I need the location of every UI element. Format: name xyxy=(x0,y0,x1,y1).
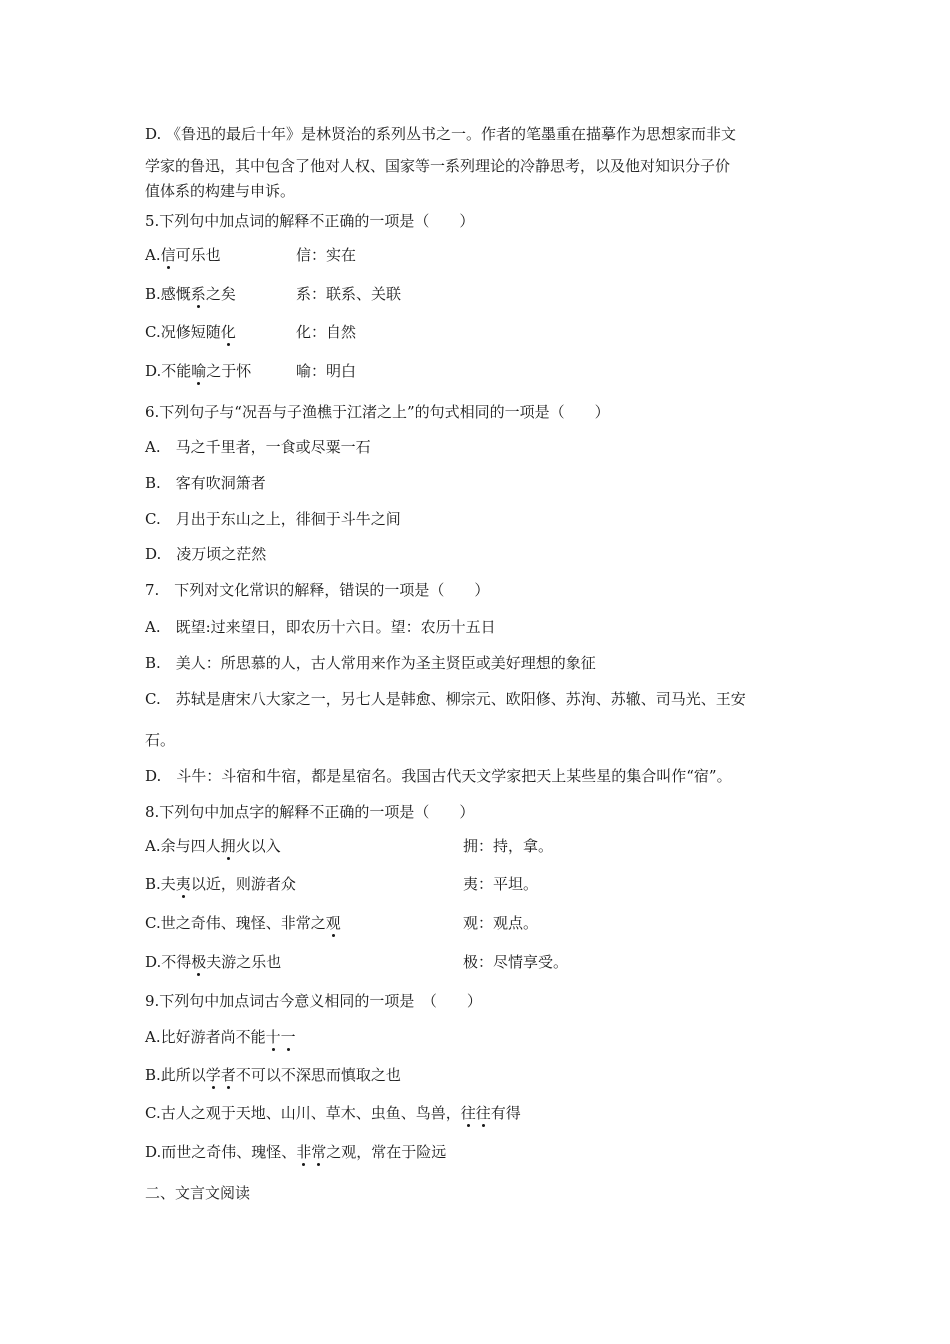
emphasis-dot-char: 学 xyxy=(205,1066,221,1084)
q5-option-b: B.感慨系之矣 xyxy=(145,285,236,303)
q8-stem: 8.下列句中加点字的解释不正确的一项是（ ） xyxy=(145,803,475,821)
q8-option-a-explain: 拥：持，拿。 xyxy=(463,837,554,855)
emphasis-dot-char: 往 xyxy=(460,1104,476,1122)
q8-option-d-explain: 极：尽情享受。 xyxy=(463,953,569,971)
q8-option-a: A.余与四人拥火以入 xyxy=(145,837,281,855)
d-option-line-1: D. 《鲁迅的最后十年》是林贤治的系列丛书之一。作者的笔墨重在描摹作为思想家而非文 xyxy=(145,125,737,143)
emphasis-dot-char: 非 xyxy=(296,1143,312,1161)
emphasis-dot-char: 观 xyxy=(325,914,341,932)
d-option-line-3: 值体系的构建与申诉。 xyxy=(145,182,296,200)
q9-option-b: B.此所以学者不可以不深思而慎取之也 xyxy=(145,1066,401,1084)
q7-option-c-line-1: C. 苏轼是唐宋八大家之一，另七人是韩愈、柳宗元、欧阳修、苏洵、苏辙、司马光、王安 xyxy=(145,690,746,708)
q6-option-a: A. 马之千里者，一食或尽粟一石 xyxy=(145,438,371,456)
emphasis-dot-char: 喻 xyxy=(191,362,207,380)
q6-option-d: D. 凌万顷之茫然 xyxy=(145,545,267,563)
q5-option-c-explain: 化：自然 xyxy=(296,323,357,341)
d-option-line-2: 学家的鲁迅，其中包含了他对人权、国家等一系列理论的冷静思考，以及他对知识分子价 xyxy=(145,157,731,175)
q7-option-b: B. 美人：所思慕的人，古人常用来作为圣主贤臣或美好理想的象征 xyxy=(145,654,596,672)
q8-option-d: D.不得极夫游之乐也 xyxy=(145,953,282,971)
q6-option-b: B. 客有吹洞箫者 xyxy=(145,474,266,492)
q5-option-c: C.况修短随化 xyxy=(145,323,236,341)
emphasis-dot-char: 化 xyxy=(220,323,236,341)
q6-stem: 6.下列句子与“况吾与子渔樵于江渚之上”的句式相同的一项是（ ） xyxy=(145,403,610,421)
emphasis-dot-char: 往 xyxy=(475,1104,491,1122)
emphasis-dot-char: 拥 xyxy=(220,837,236,855)
q8-option-b: B.夫夷以近，则游者众 xyxy=(145,875,296,893)
emphasis-dot-char: 夷 xyxy=(175,875,191,893)
q5-option-d: D.不能喻之于怀 xyxy=(145,362,252,380)
q8-option-c: C.世之奇伟、瑰怪、非常之观 xyxy=(145,914,341,932)
q9-stem: 9.下列句中加点词古今意义相同的一项是 （ ） xyxy=(145,992,482,1010)
emphasis-dot-char: 系 xyxy=(190,285,206,303)
q5-option-d-explain: 喻：明白 xyxy=(296,362,357,380)
q5-stem: 5.下列句中加点词的解释不正确的一项是（ ） xyxy=(145,212,475,230)
emphasis-dot-char: 者 xyxy=(220,1066,236,1084)
emphasis-dot-char: 一 xyxy=(280,1028,296,1046)
emphasis-dot-char: 极 xyxy=(191,953,207,971)
q8-option-b-explain: 夷：平坦。 xyxy=(463,875,539,893)
q9-option-a: A.比好游者尚不能十一 xyxy=(145,1028,296,1046)
q7-stem: 7. 下列对文化常识的解释，错误的一项是（ ） xyxy=(145,581,490,599)
q7-option-a: A. 既望:过来望日，即农历十六日。望：农历十五日 xyxy=(145,618,496,636)
q5-option-a-explain: 信：实在 xyxy=(296,246,357,264)
q9-option-c: C.古人之观于天地、山川、草木、虫鱼、鸟兽，往往有得 xyxy=(145,1104,521,1122)
q5-option-a: A.信可乐也 xyxy=(145,246,221,264)
q5-option-b-explain: 系：联系、关联 xyxy=(296,285,402,303)
q6-option-c: C. 月出于东山之上，徘徊于斗牛之间 xyxy=(145,510,401,528)
q8-option-c-explain: 观：观点。 xyxy=(463,914,539,932)
q7-option-d: D. 斗牛：斗宿和牛宿，都是星宿名。我国古代天文学家把天上某些星的集合叫作“宿”。 xyxy=(145,767,732,785)
q9-option-d: D.而世之奇伟、瑰怪、非常之观，常在于险远 xyxy=(145,1143,447,1161)
emphasis-dot-char: 十 xyxy=(265,1028,281,1046)
q7-option-c-line-2: 石。 xyxy=(145,731,176,749)
section-heading: 二、文言文阅读 xyxy=(145,1184,251,1202)
emphasis-dot-char: 常 xyxy=(311,1143,327,1161)
emphasis-dot-char: 信 xyxy=(160,246,176,264)
